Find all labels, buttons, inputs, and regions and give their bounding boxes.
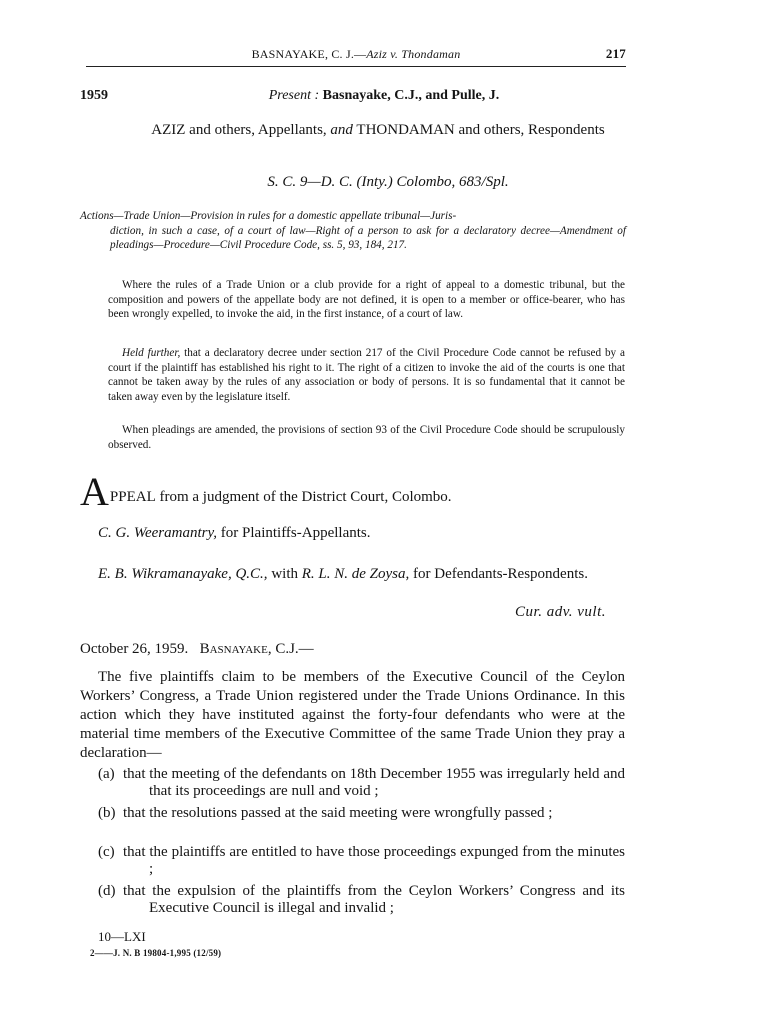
counsel-role: for Plaintiffs-Appellants.: [217, 525, 371, 541]
prayer-item-a: [98, 766, 625, 800]
present-judges: Basnayake, C.J., and Pulle, J.: [322, 88, 500, 103]
judgment-paragraph-1: The five plaintiffs claim to be members of the Executive Council of the Ceylon Workers’ Congress, a Trade Union registered under the Trade Unions Ordinance. In this action which they have instituted against the forty-four defendants who were at the material time members of the Executive Committee of the same Trade Union they pray a declaration—: [80, 669, 625, 761]
counsel-with: with: [267, 566, 302, 582]
held-further: Held further,: [122, 347, 181, 359]
prayer-item-c: [98, 844, 625, 878]
counsel-role: for Defendants-Respondents.: [409, 566, 588, 582]
case-parties: [118, 121, 638, 140]
headnote-paragraph-3: When pleadings are amended, the provisions of section 93 of the Civil Procedure Code should be scrupulously observed.: [108, 424, 625, 451]
year: 1959: [80, 88, 108, 103]
judge-name: Basnayake,: [199, 641, 272, 657]
item-label: (c): [98, 844, 115, 860]
appeal-line: [80, 469, 625, 514]
item-text: that the meeting of the defendants on 18th December 1955 was irregularly held and that its proceedings are null and void ;: [123, 766, 625, 799]
keywords-continuation: diction, in such a case, of a court of law—Right of a person to ask for a declaratory decree—Amendment of pleadings—Procedure—Civil Procedure Code, ss. 5, 93, 184, 217.: [110, 224, 626, 251]
present-label: Present :: [268, 88, 320, 103]
judgment-date: October 26, 1959.: [80, 641, 189, 657]
counsel-respondents: [80, 565, 625, 584]
item-text: that the resolutions passed at the said meeting were wrongfully passed ;: [123, 805, 553, 821]
signature-mark: 10—LXI: [98, 929, 146, 944]
headnote-keywords: [80, 209, 626, 253]
prayer-item-b: [98, 805, 625, 822]
counsel-name: E. B. Wikramanayake, Q.C.,: [98, 566, 268, 582]
counsel-appellants: [80, 524, 625, 543]
headnote-paragraph-1: Where the rules of a Trade Union or a club provide for a right of appeal to a domestic tribunal, but the composition and powers of the appellate body are not defined, it is open to a member or office-bearer, who has been wrongly expelled, to invoke the aid, in the first instance, of a court of law.: [108, 279, 625, 320]
counsel-name: C. G. Weeramantry,: [98, 525, 218, 541]
item-text: that the expulsion of the plaintiffs from the Ceylon Workers’ Congress and its Executive Council is illegal and invalid ;: [123, 883, 625, 916]
prayer-item-d: [98, 883, 625, 917]
item-text: that the plaintiffs are entitled to have those proceedings expunged from the minutes ;: [123, 844, 625, 877]
counsel-name: R. L. N. de Zoysa,: [301, 566, 410, 582]
headnote-paragraph-2: [108, 346, 625, 404]
running-head: [86, 46, 626, 64]
running-head-title: [86, 47, 626, 62]
judge-title: C.J.—: [271, 641, 314, 657]
keywords-first-line: Actions—Trade Union—Provision in rules for a domestic appellate tribunal—Juris-: [80, 210, 457, 222]
running-head-judge: BASNAYAKE, C. J.—: [251, 47, 367, 61]
appeal-smallcaps: PPEAL: [109, 489, 156, 505]
header-rule: [86, 66, 626, 67]
page-number: 217: [605, 46, 626, 61]
respondents: THONDAMAN and others, Respondents: [356, 122, 605, 138]
item-label: (d): [98, 883, 116, 899]
appeal-rest: from a judgment of the District Court, Colombo.: [155, 489, 452, 505]
cur-adv-vult: Cur. adv. vult.: [515, 604, 606, 620]
item-label: (a): [98, 766, 115, 782]
printer-line: 2——J. N. B 19804-1,995 (12/59): [90, 948, 222, 958]
running-head-case: Aziz v. Thondaman: [366, 47, 461, 61]
judgment-heading: [80, 640, 625, 659]
present-line: [0, 88, 704, 104]
parties-and: and: [330, 122, 353, 138]
drop-cap: A: [80, 469, 109, 514]
held-further-text: that a declaratory decree under section 217 of the Civil Procedure Code cannot be refused by a court if the plaintiff has established his right to it. The right of a citizen to invoke the aid of the courts is one that cannot be taken away by the rules of any association or body of persons. It is so fundamental that it cannot be taken away even by the legislature itself.: [108, 347, 625, 403]
item-label: (b): [98, 805, 116, 821]
appellants: AZIZ and others, Appellants,: [151, 122, 327, 138]
case-number: S. C. 9—D. C. (Inty.) Colombo, 683/Spl.: [267, 174, 509, 190]
